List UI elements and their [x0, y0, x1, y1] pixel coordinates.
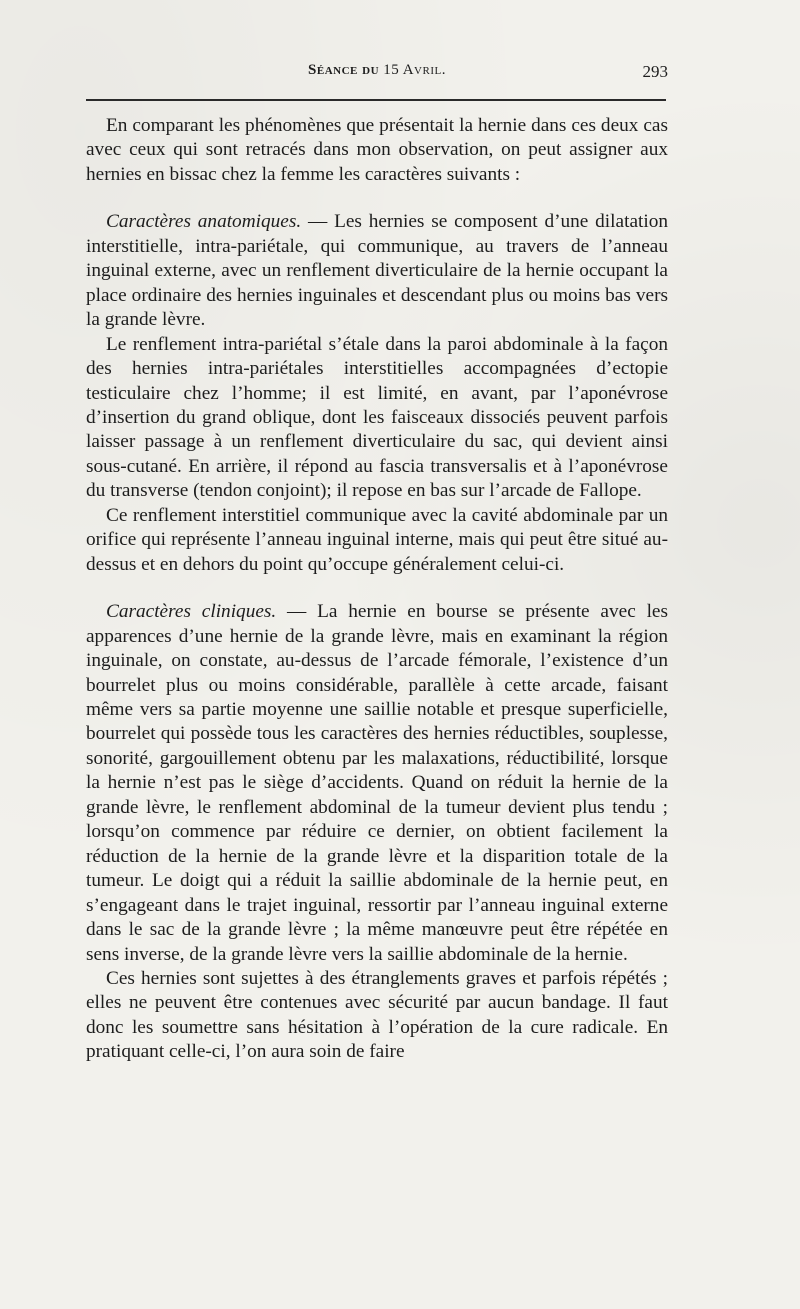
- paragraph-intraparietal-swelling: [86, 333, 668, 504]
- paragraph-text: Ces hernies sont sujettes à des étranglements graves et parfois répétés ; elles ne peuvent être contenues avec sécurité par aucun bandage. Il faut donc les soumettre sans hésitation à l’opération de la cure radicale. En pratiquant celle-ci, l’on aura soin de faire: [86, 967, 668, 1063]
- body-text: [86, 114, 668, 1065]
- running-title-prefix: Séance du: [308, 62, 380, 78]
- paragraph-lead: Caractères anatomiques.: [106, 211, 302, 233]
- header-rule: [86, 99, 666, 101]
- running-title: [86, 62, 668, 79]
- paragraph-interstitial-swelling: [86, 504, 668, 577]
- paragraph-lead: Caractères cliniques.: [106, 601, 277, 623]
- paragraph-anatomical-characters: [86, 210, 668, 332]
- paragraph-comparison: [86, 114, 668, 187]
- running-title-day: 15: [383, 62, 400, 78]
- running-title-month: Avril.: [402, 62, 446, 78]
- paragraph-text: — La hernie en bourse se présente avec les apparences d’une hernie de la grande lèvre, mais en examinant la région inguinale, on constate, au-dessus de l’arcade fémorale, l’existence d’un bourrelet plus ou moins considérable, parallèle à cette arcade, faisant même vers sa partie moyenne une saillie notable et presque superficielle, bourrelet qui possède tous les caractères des hernies réductibles, souplesse, sonorité, gargouillement obtenu par les malaxations, réductibilité, lorsque la hernie n’est pas le siège d’accidents. Quand on réduit la hernie de la grande lèvre, le renflement abdominal de la tumeur devient plus tendu ; lorsqu’on commence par réduire ce dernier, on obtient facilement la réduction de la hernie de la grande lèvre et la disparition totale de la tumeur. Le doigt qui a réduit la saillie abdominale de la hernie peut, en s’engageant dans le trajet inguinal, ressortir par l’anneau inguinal externe dans le sac de la grande lèvre ; la même manœuvre peut être répétée en sens inverse, de la grande lèvre vers la saillie abdominale de la hernie.: [86, 601, 668, 965]
- paragraph-text: — Les hernies se composent d’une dilatation interstitielle, intra-pariétale, qui communique, au travers de l’anneau inguinal externe, avec un renflement diverticulaire de la hernie occupant la place ordinaire des hernies inguinales et descendant plus ou moins bas vers la grande lèvre.: [86, 211, 668, 331]
- paragraph-text: En comparant les phénomènes que présentait la hernie dans ces deux cas avec ceux qui sont retracés dans mon observation, on peut assigner aux hernies en bissac chez la femme les caractères suivants :: [86, 115, 668, 185]
- paragraph-text: Le renflement intra-pariétal s’étale dans la paroi abdominale à la façon des hernies intra-pariétales interstitielles accompagnées d’ectopie testiculaire chez l’homme; il est limité, en avant, par l’aponévrose d’insertion du grand oblique, dont les faisceaux dissociés peuvent parfois laisser passage à un renflement diverticulaire du sac, qui devient ainsi sous-cutané. En arrière, il répond au fascia transversalis et à l’aponévrose du transverse (tendon conjoint); il repose en bas sur l’arcade de Fallope.: [86, 333, 668, 502]
- running-header: [86, 62, 668, 90]
- paragraph-text: Ce renflement interstitiel communique avec la cavité abdominale par un orifice qui représente l’anneau inguinal interne, mais qui peut être situé au-dessus et en dehors du point qu’occupe généralement celui-ci.: [86, 504, 668, 575]
- paragraph-clinical-characters: [86, 600, 668, 967]
- page-number: 293: [642, 62, 668, 81]
- paragraph-treatment: [86, 967, 668, 1065]
